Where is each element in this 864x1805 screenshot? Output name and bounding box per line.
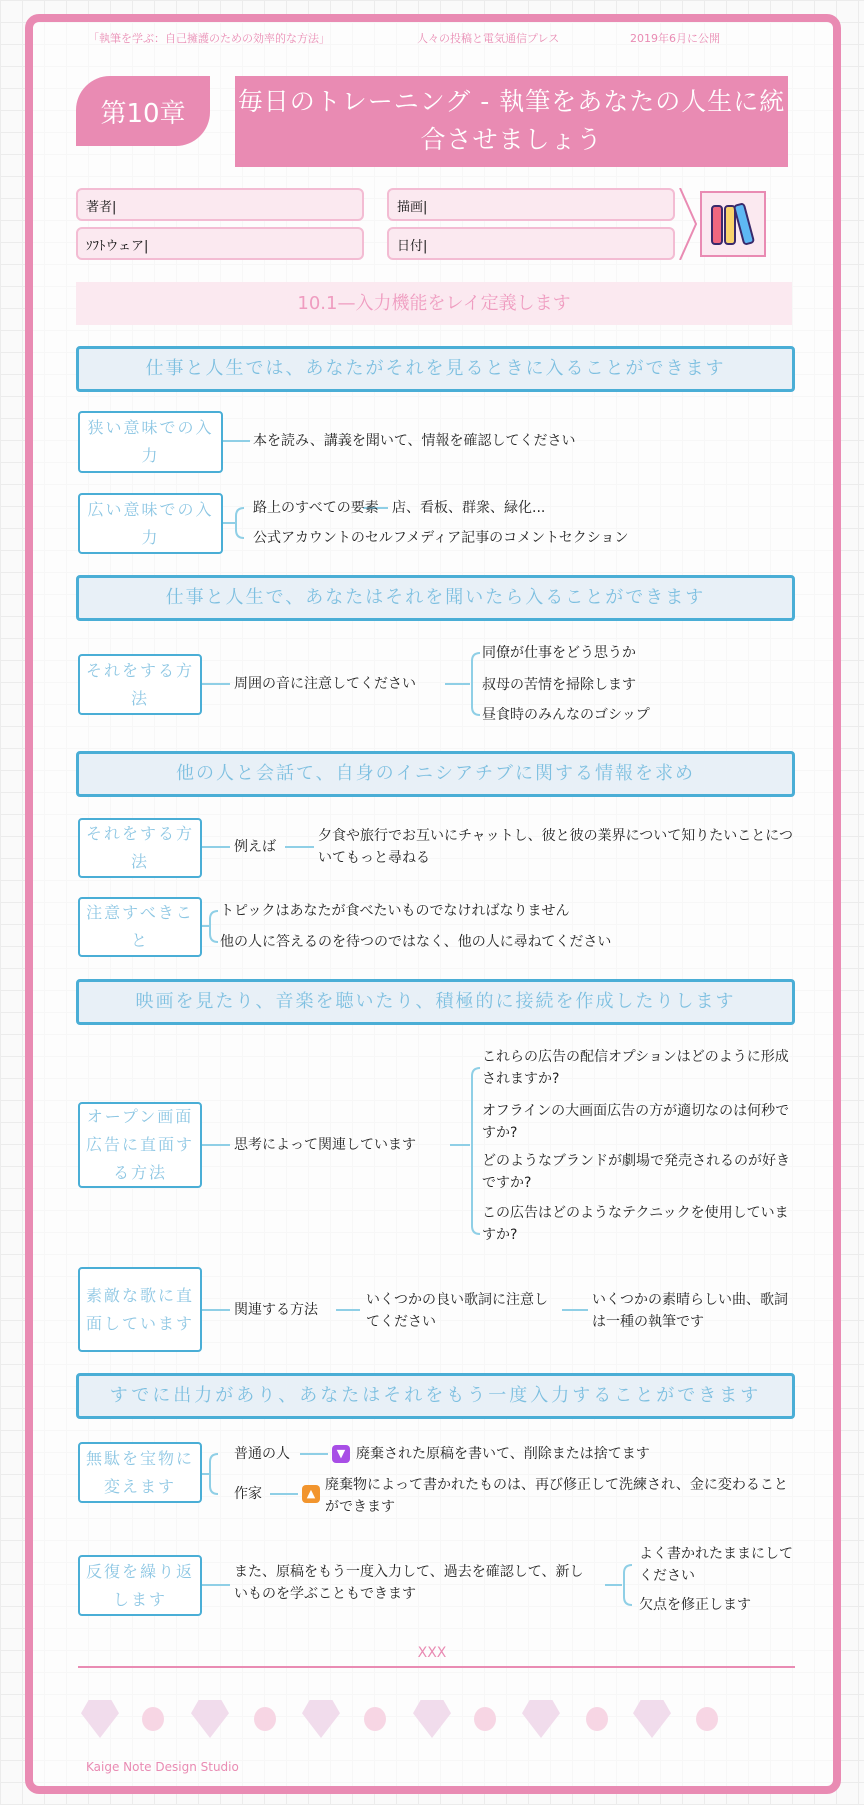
dot-icon [586, 1707, 608, 1731]
narrow-input-text: 本を読み、講義を聞いて、情報を確認してください [253, 433, 576, 449]
node-waste: 無駄を宝物に変えます [78, 1442, 202, 1503]
listen-text: 周囲の音に注意してください [234, 676, 416, 692]
songs-mid: いくつかの良い歌詞に注意してください [366, 1292, 548, 1330]
dot-icon [696, 1707, 718, 1731]
songs-text: 関連する方法 [234, 1302, 318, 1318]
repeat-text: また、原稿をもう一度入力して、過去を確認して、新しいものを学ぶこともできます [234, 1564, 584, 1602]
broad-item-2: 公式アカウントのセルフメディア記事のコメントセクション [253, 530, 629, 546]
talk-detail: 夕食や旅行でお互いにチャットし、彼と彼の業界について知りたいことについてもっと尋ねる [318, 828, 794, 866]
topic-header-4: 映画を見たり、音楽を聴いたり、積極的に接続を作成したりします [76, 979, 795, 1025]
dot-icon [364, 1707, 386, 1731]
repeat-item: よく書かれたままにしてください [639, 1546, 793, 1584]
note-item: 他の人に答えるのを待つのではなく、他の人に尋ねてください [220, 934, 612, 950]
software-field[interactable]: ｿﾌﾄウェア| [76, 227, 364, 260]
broad-item-1: 路上のすべての要素 [253, 500, 379, 516]
node-listen-method: それをする方法 [78, 654, 202, 715]
book-title: 「執筆を学ぶ：自己擁護のための効率的な方法」 [88, 32, 330, 45]
node-notes: 注意すべきこと [78, 897, 202, 957]
publisher: 人々の投稿と電気通信プレス [417, 32, 560, 45]
topic-header-2: 仕事と人生で、あなたはそれを聞いたら入ることができます [76, 575, 795, 621]
topic-header-3: 他の人と会話て、自身のイニシアチブに関する情報を求め [76, 751, 795, 797]
waste-text-1: 廃棄された原稿を書いて、削除または捨てます [356, 1446, 650, 1462]
ads-item: どのようなブランドが劇場で発売されるのが好きですか? [482, 1153, 790, 1191]
page-title: 毎日のトレーニング - 執筆をあなたの人生に統合させましょう [235, 76, 788, 167]
ads-item: この広告はどのようなテクニックを使用していますか? [482, 1205, 789, 1243]
dot-icon [474, 1707, 496, 1731]
node-broad-input: 広い意味での入力 [78, 493, 223, 554]
topic-header-5: すでに出力があり、あなたはそれをもう一度入力することができます [76, 1373, 795, 1419]
chevron-right-icon [678, 188, 700, 260]
node-narrow-input: 狭い意味での入力 [78, 411, 223, 473]
node-songs: 素敵な歌に直面しています [78, 1267, 202, 1352]
waste-person-2: 作家 [234, 1486, 262, 1502]
waste-text-2: 廃棄物によって書かれたものは、再び修正して洗練され、金に変わることができます [325, 1477, 788, 1515]
topic-header-1: 仕事と人生では、あなたがそれを見るときに入ることができます [76, 346, 795, 392]
talk-text: 例えば [234, 839, 276, 855]
date-field[interactable]: 日付| [387, 227, 675, 260]
author-field[interactable]: 著者| [76, 188, 364, 221]
publish-date: 2019年6月に公開 [630, 32, 720, 45]
node-ads: オープン画面広告に直面する方法 [78, 1102, 202, 1188]
dot-icon [254, 1707, 276, 1731]
repeat-item: 欠点を修正します [639, 1597, 751, 1613]
waste-person-1: 普通の人 [234, 1446, 290, 1462]
listen-item: 昼食時のみんなのゴシップ [482, 707, 650, 723]
node-talk-method: それをする方法 [78, 818, 202, 878]
chapter-tab: 第10章 [76, 76, 210, 146]
broad-item-1-detail: 店、看板、群衆、緑化... [392, 500, 546, 516]
section-title: 10.1—入力機能をレイ定義します [76, 282, 792, 325]
footer-studio: Kaige Note Design Studio [86, 1760, 239, 1774]
thumbs-up-icon: ▲ [302, 1485, 320, 1503]
divider [78, 1666, 795, 1668]
note-item: トピックはあなたが食べたいものでなければなりません [220, 903, 570, 919]
ads-item: オフラインの大画面広告の方が適切なのは何秒ですか? [482, 1103, 790, 1141]
thumbs-down-icon: ▼ [332, 1445, 350, 1463]
node-repeat: 反復を繰り返します [78, 1555, 202, 1616]
songs-end: いくつかの素晴らしい曲、歌詞は一種の執筆です [592, 1292, 788, 1330]
illustration-field[interactable]: 描画| [387, 188, 675, 221]
ads-item: これらの広告の配信オプションはどのように形成されますか? [482, 1049, 789, 1087]
books-icon [700, 191, 766, 257]
divider-text: XXX [417, 1645, 447, 1661]
ads-text: 思考によって関連しています [234, 1137, 416, 1153]
listen-item: 同僚が仕事をどう思うか [482, 645, 636, 661]
listen-item: 叔母の苦情を掃除します [482, 677, 636, 693]
dot-icon [142, 1707, 164, 1731]
